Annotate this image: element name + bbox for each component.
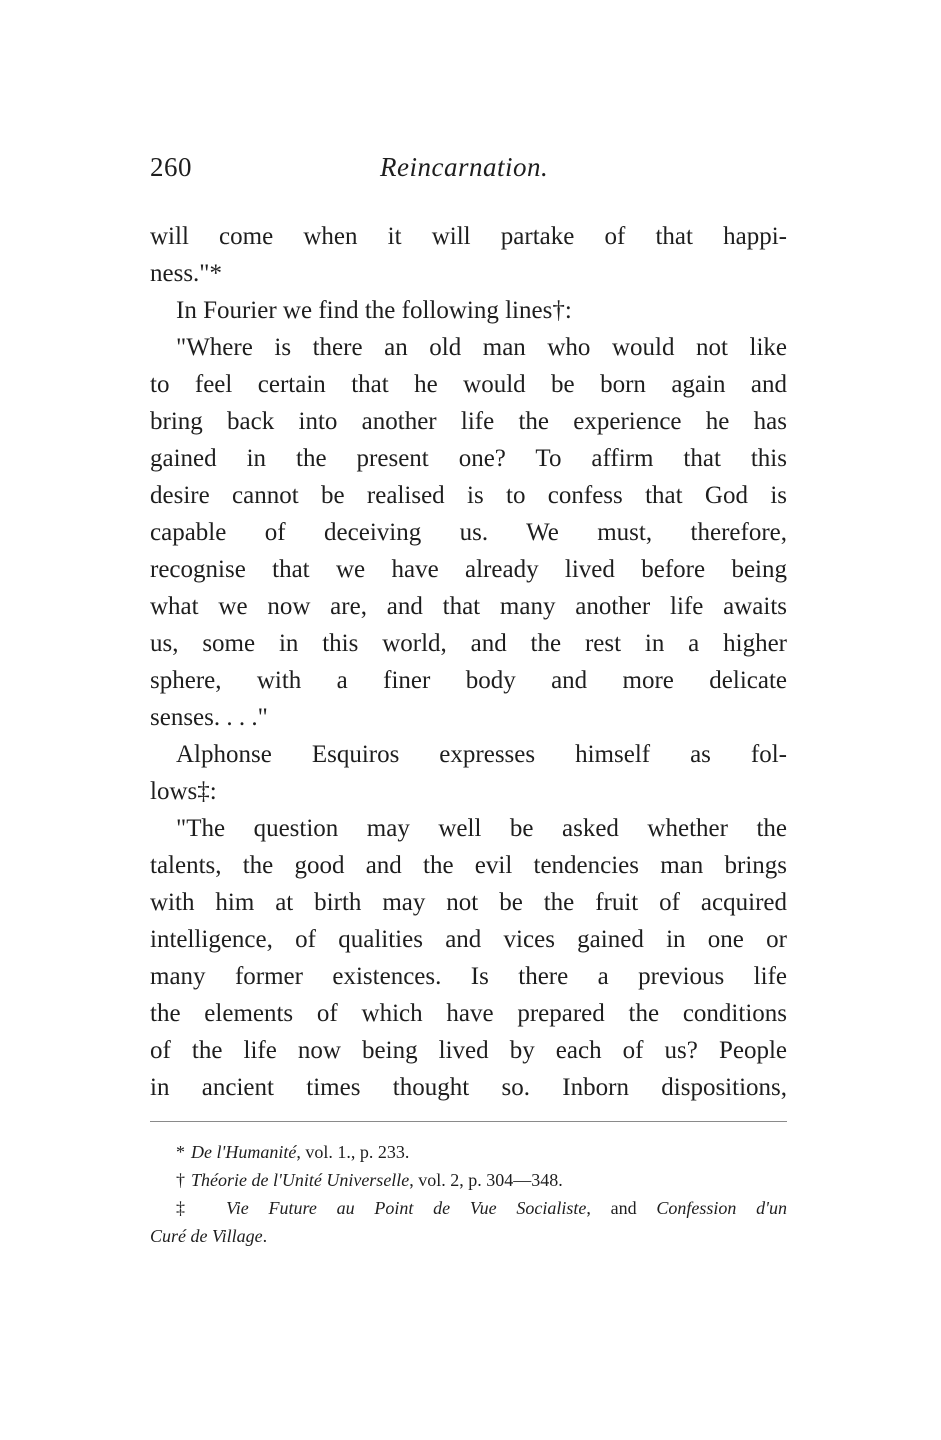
text-line: to feel certain that he would be born again and <box>150 371 787 398</box>
text-line: of the life now being lived by each of us? People <box>150 1037 787 1064</box>
text-line: in ancient times thought so. Inborn dispositions, <box>150 1074 787 1101</box>
text-line: talents, the good and the evil tendencies man brings <box>150 852 787 879</box>
text-line: bring back into another life the experience he has <box>150 408 787 435</box>
footnote-mark: * <box>176 1142 185 1162</box>
text-line: Alphonse Esquiros expresses himself as fol- <box>176 741 787 768</box>
text-line: gained in the present one? To affirm that this <box>150 445 787 472</box>
text-line: what we now are, and that many another life awaits <box>150 593 787 620</box>
text-line: us, some in this world, and the rest in a higher <box>150 630 787 657</box>
running-title: Reincarnation. <box>380 152 549 182</box>
text-line: intelligence, of qualities and vices gained in one or <box>150 926 787 953</box>
text-line: many former existences. Is there a previous life <box>150 963 787 990</box>
footnote-title-3: Curé de Village <box>150 1226 263 1246</box>
footnote-mark: ‡ <box>176 1198 201 1218</box>
footnote-text: , vol. 1., p. 233. <box>296 1142 410 1162</box>
footnote-title: Vie Future au Point de Vue Socialiste <box>226 1198 587 1218</box>
text-line: "Where is there an old man who would not like <box>176 334 787 361</box>
footnotes <box>150 1138 787 1250</box>
text-line: sphere, with a finer body and more delicate <box>150 667 787 694</box>
page-number: 260 <box>150 152 192 182</box>
text-line: the elements of which have prepared the conditions <box>150 1000 787 1027</box>
text-line: capable of deceiving us. We must, therefore, <box>150 519 787 546</box>
text-line: lows‡: <box>150 778 217 805</box>
footnote-3 <box>150 1194 787 1222</box>
footnote-text: . <box>262 1226 268 1246</box>
footnote-text: , vol. 2, p. 304—348. <box>409 1170 563 1190</box>
text-line: with him at birth may not be the fruit of acquired <box>150 889 787 916</box>
footnote-mark: † <box>176 1170 185 1190</box>
footnote-text: , and <box>586 1198 637 1218</box>
footnote-1 <box>150 1138 787 1166</box>
footnote-3-continued <box>150 1222 787 1250</box>
text-line: desire cannot be realised is to confess that God is <box>150 482 787 509</box>
footnote-title: De l'Humanité <box>191 1142 297 1162</box>
footnote-title-2: Confession d'un <box>656 1198 788 1218</box>
footnote-divider <box>150 1121 787 1122</box>
page-header <box>150 152 790 192</box>
text-line: In Fourier we find the following lines†: <box>176 297 572 324</box>
text-line: ness."* <box>150 260 223 287</box>
footnote-title: Théorie de l'Unité Universelle <box>191 1170 410 1190</box>
text-line: recognise that we have already lived before being <box>150 556 787 583</box>
text-line: senses. . . ." <box>150 704 268 731</box>
text-line: "The question may well be asked whether the <box>176 815 787 842</box>
text-line: will come when it will partake of that happi- <box>150 223 787 250</box>
footnote-2 <box>150 1166 787 1194</box>
body-text <box>150 218 787 1106</box>
